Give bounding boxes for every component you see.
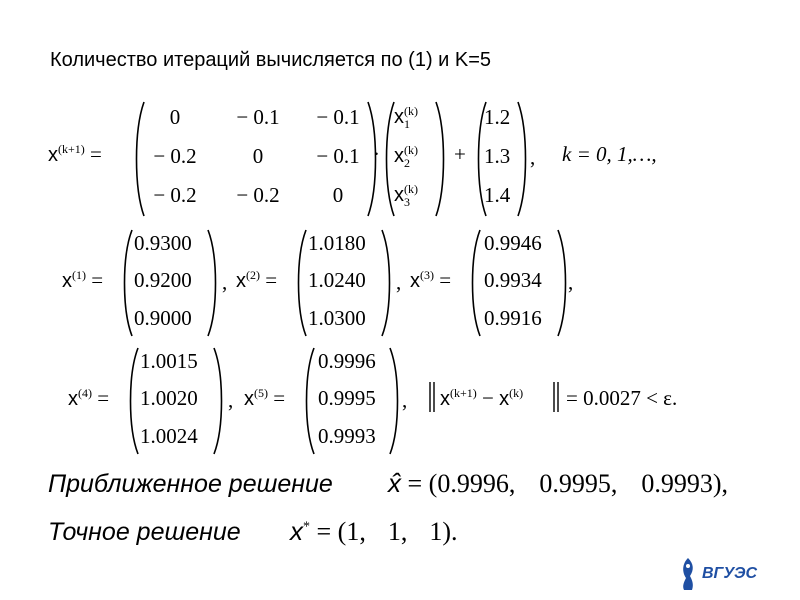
vector-entry: 1.0020 — [140, 386, 198, 410]
vector-entry: 0.9996 — [318, 349, 376, 373]
matrix-cell: 0 — [252, 144, 264, 168]
k-range: k = 0, 1,…, — [562, 142, 657, 166]
vector-entry: $x_1^{(k)}$ — [394, 104, 418, 132]
matrix-cell: − 0.2 — [153, 144, 197, 168]
vector-entry: 1.0015 — [140, 349, 198, 373]
iterate-4-right-paren — [212, 346, 226, 456]
vector-entry: 0.9946 — [484, 231, 542, 255]
iteration-lhs: $x^{(k+1)}$ = — [48, 142, 102, 166]
norm-left-bars — [428, 380, 438, 414]
vector-entry: 1.0024 — [140, 424, 198, 448]
iterate-2-left-paren — [294, 228, 308, 338]
matrix-cell: − 0.1 — [316, 105, 360, 129]
comma: , — [228, 388, 234, 412]
norm-right-bars — [552, 380, 562, 414]
iterate-5-left-paren — [302, 346, 316, 456]
iterate-1-left-paren — [120, 228, 134, 338]
norm-value: = 0.0027 < ε. — [566, 386, 678, 410]
matrix-cell: − 0.1 — [316, 144, 360, 168]
iterate-2-label: $x^{(2)}$ = — [236, 268, 278, 292]
approx-solution — [48, 470, 333, 499]
comma: , — [568, 270, 574, 294]
iterate-2-vector — [308, 228, 388, 338]
vector-entry: 1.0240 — [308, 268, 366, 292]
slide-heading: Количество итераций вычисляется по (1) и K=5 — [50, 49, 492, 71]
vector-entry: $x_3^{(k)}$ — [394, 182, 418, 210]
vector-entry: 0.9200 — [134, 268, 192, 292]
vector-entry: 1.3 — [484, 144, 511, 168]
vector-entry: 0.9000 — [134, 306, 192, 330]
vector-entry: 0.9934 — [484, 268, 542, 292]
logo-text: ВГУЭС — [702, 565, 758, 582]
iterate-3-label: $x^{(3)}$ = — [410, 268, 452, 292]
iterate-4-left-paren — [126, 346, 140, 456]
multiply-dot: · — [373, 142, 380, 166]
vector-entry: 1.2 — [484, 105, 511, 129]
vector-entry: $x_2^{(k)}$ — [394, 143, 418, 171]
iterate-1-vector — [134, 228, 214, 338]
iterate-5-label: $x^{(5)}$ = — [244, 386, 286, 410]
iterate-4-label: $x^{(4)}$ = — [68, 386, 110, 410]
iterate-4-vector — [140, 346, 220, 456]
vector-entry: 0.9916 — [484, 306, 542, 330]
iterate-3-vector — [484, 228, 564, 338]
vector-entry: 1.4 — [484, 183, 511, 207]
exact-solution-label: Точное решение — [48, 518, 241, 546]
matrix-cell: − 0.1 — [236, 105, 280, 129]
approx-solution-formula: x̂ = (0.9996, 0.9995, 0.9993), — [388, 468, 728, 498]
plus-sign: + — [454, 142, 466, 166]
vector-entry: 0.9300 — [134, 231, 192, 255]
vector-entry: 1.0300 — [308, 306, 366, 330]
const-right-paren — [516, 100, 530, 218]
iterate-1-right-paren — [206, 228, 220, 338]
vector-entry: 0.9995 — [318, 386, 376, 410]
comma: , — [530, 145, 536, 169]
comma: , — [222, 270, 228, 294]
matrix-cell: − 0.2 — [153, 183, 197, 207]
iterate-5-right-paren — [388, 346, 402, 456]
vector-entry: 1.0180 — [308, 231, 366, 255]
vector-right-paren — [434, 100, 448, 218]
comma: , — [402, 388, 408, 412]
iterate-5-vector — [318, 346, 398, 456]
norm-expression: $x^{(k+1)} - x^{(k)}$ — [440, 386, 524, 410]
vector-entry: 0.9993 — [318, 424, 376, 448]
exact-solution-formula: x* = (1, 1, 1). — [290, 516, 458, 546]
coefficient-matrix — [140, 100, 380, 218]
iterate-1-label: $x^{(1)}$ = — [62, 268, 104, 292]
logo-emblem-icon — [678, 556, 698, 592]
iterate-2-right-paren — [380, 228, 394, 338]
comma: , — [396, 270, 402, 294]
matrix-cell: 0 — [169, 105, 181, 129]
approx-solution-label: Приближенное решение — [48, 470, 333, 498]
matrix-cell: − 0.2 — [236, 183, 280, 207]
matrix-cell: 0 — [332, 183, 344, 207]
iterate-3-left-paren — [468, 228, 482, 338]
university-logo — [678, 556, 758, 592]
exact-solution — [48, 518, 241, 547]
